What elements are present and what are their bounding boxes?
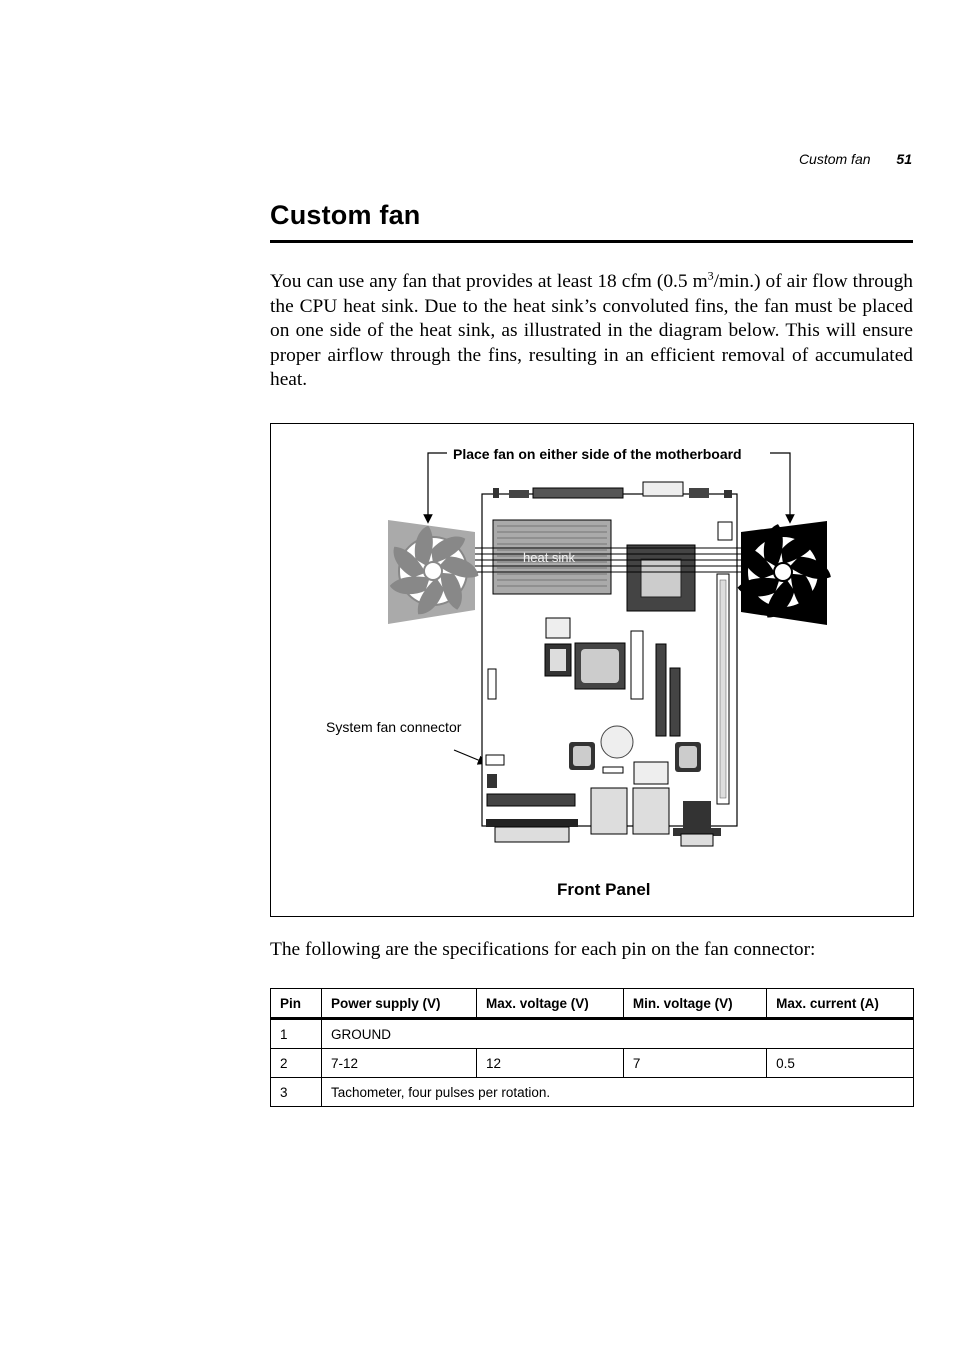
intro-paragraph: [270, 270, 913, 393]
right-fan: [737, 521, 833, 625]
pin-cell: 2: [271, 1049, 322, 1078]
intro-superscript: 3: [707, 268, 714, 283]
running-head: [799, 151, 912, 167]
jumper-block: [718, 522, 732, 540]
fan-pin-spec-table: [270, 988, 914, 1107]
max-current-cell: 0.5: [767, 1049, 914, 1078]
max-voltage-cell: 12: [477, 1049, 624, 1078]
cpu-chip: [627, 545, 695, 611]
min-voltage-cell: 7: [623, 1049, 766, 1078]
title-rule: [270, 240, 913, 243]
figure-fan-connector-label: System fan connector: [326, 719, 462, 735]
table-header-row: [271, 989, 914, 1019]
power-supply-cell: 7-12: [322, 1049, 477, 1078]
header-cell-min-voltage: Min. voltage (V): [623, 989, 766, 1019]
rear-io-connectors: [493, 482, 732, 498]
left-fan: [388, 520, 480, 624]
description-cell: GROUND: [322, 1019, 914, 1049]
running-head-section: Custom fan: [798, 151, 871, 167]
figure-heat-sink-label: heat sink: [523, 550, 576, 565]
fan-placement-figure: [270, 423, 914, 917]
page-number: 51: [896, 151, 912, 167]
motherboard-diagram: [271, 424, 913, 916]
spec-intro-paragraph: The following are the specifications for each pin on the fan connector:: [270, 939, 816, 960]
intro-text-1: You can use any fan that provides at least 18 cfm (0.5 m: [270, 271, 708, 292]
pin-cell: 1: [271, 1019, 322, 1049]
expansion-slot: [717, 574, 729, 804]
description-cell: Tachometer, four pulses per rotation.: [322, 1078, 914, 1107]
header-cell-max-voltage: Max. voltage (V): [477, 989, 624, 1019]
header-cell-power-supply: Power supply (V): [322, 989, 477, 1019]
intro-text-2: /min.) of air flow through the CPU heat sink. Due to the heat sink’s convoluted fins, the fan must be placed on one side of the heat sink, as illustrated in the diagram below. This will ensure proper airflow through the fins, resulting in an efficient removal of accumulated heat.: [270, 271, 913, 391]
table-row: [271, 1019, 914, 1049]
figure-top-label: Place fan on either side of the motherboard: [453, 446, 742, 462]
header-cell-max-current: Max. current (A): [767, 989, 914, 1019]
pin-cell: 3: [271, 1078, 322, 1107]
figure-front-panel-label: Front Panel: [557, 880, 651, 899]
table-row: [271, 1049, 914, 1078]
table-row: [271, 1078, 914, 1107]
page-title: Custom fan: [270, 200, 421, 230]
header-cell-pin: Pin: [271, 989, 322, 1019]
